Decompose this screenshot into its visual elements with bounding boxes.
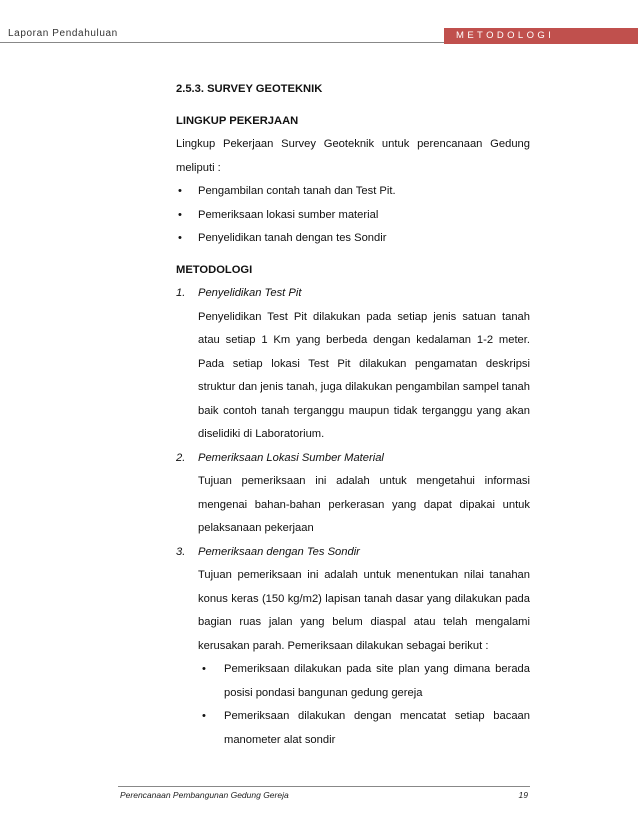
step-number: 3. <box>176 545 186 558</box>
header-divider <box>0 42 444 43</box>
step-sub-list <box>198 658 530 752</box>
page-number: 19 <box>518 790 528 800</box>
scope-item: • Pengambilan contah tanah dan Test Pit. <box>176 180 530 204</box>
step-sub-item: • Pemeriksaan dilakukan dengan mencatat setiap bacaan manometer alat sondir <box>198 705 530 752</box>
step-number: 1. <box>176 287 186 299</box>
step-text: Penyelidikan Test Pit dilakukan pada setiap jenis satuan tanah atau setiap 1 Km yang berbeda dengan kedalaman 1-2 meter. Pada setiap lokasi Test Pit dilakukan pengamatan deskripsi struktur dan jenis tanah, juga dilakukan pengambilan sampel tanah baik contoh tanah terganggu maupun tidak terganggu yang akan diselidiki di Laboratorium. <box>198 310 530 440</box>
step-sub-item: • Pemeriksaan dilakukan pada site plan yang dimana berada posisi pondasi bangunan gedung gereja <box>198 658 530 705</box>
header-chapter-label: METODOLOGI <box>456 30 555 41</box>
scope-intro: Lingkup Pekerjaan Survey Geoteknik untuk perencanaan Gedung meliputi : <box>176 138 530 174</box>
scope-heading: LINGKUP PEKERJAAN <box>176 114 299 127</box>
main-content <box>176 78 530 752</box>
section-title: 2.5.3. SURVEY GEOTEKNIK <box>176 83 323 95</box>
step-title: Pemeriksaan dengan Tes Sondir <box>198 545 360 558</box>
scope-item: • Pemeriksaan lokasi sumber material <box>176 204 530 228</box>
scope-item: • Penyelidikan tanah dengan tes Sondir <box>176 227 530 251</box>
step-title: Pemeriksaan Lokasi Sumber Material <box>198 451 384 464</box>
header-document-title: Laporan Pendahuluan <box>8 28 118 39</box>
footer-project-title: Perencanaan Pembangunan Gedung Gereja <box>120 790 289 800</box>
step-title: Penyelidikan Test Pit <box>198 287 302 299</box>
method-step <box>176 282 530 447</box>
step-text: Tujuan pemeriksaan ini adalah untuk menentukan nilai tanahan konus keras (150 kg/m2) lapisan tanah dasar yang dilakukan pada bagian ruas jalan yang belum diaspal atau telah mengalami kerusakan parah. Pemeriksaan dilakukan sebagai berikut : <box>198 569 530 652</box>
footer-divider <box>118 786 530 787</box>
step-text: Tujuan pemeriksaan ini adalah untuk mengetahui informasi mengenai bahan-bahan perkerasan yang dapat dipakai untuk pelaksanaan pekerjaan <box>198 475 530 534</box>
step-number: 2. <box>176 451 186 464</box>
method-step <box>176 447 530 541</box>
page-header <box>0 0 638 44</box>
method-steps <box>176 282 530 752</box>
scope-list <box>176 180 530 251</box>
header-chapter-tab <box>444 28 638 44</box>
method-heading: METODOLOGI <box>176 263 253 276</box>
method-step <box>176 541 530 753</box>
